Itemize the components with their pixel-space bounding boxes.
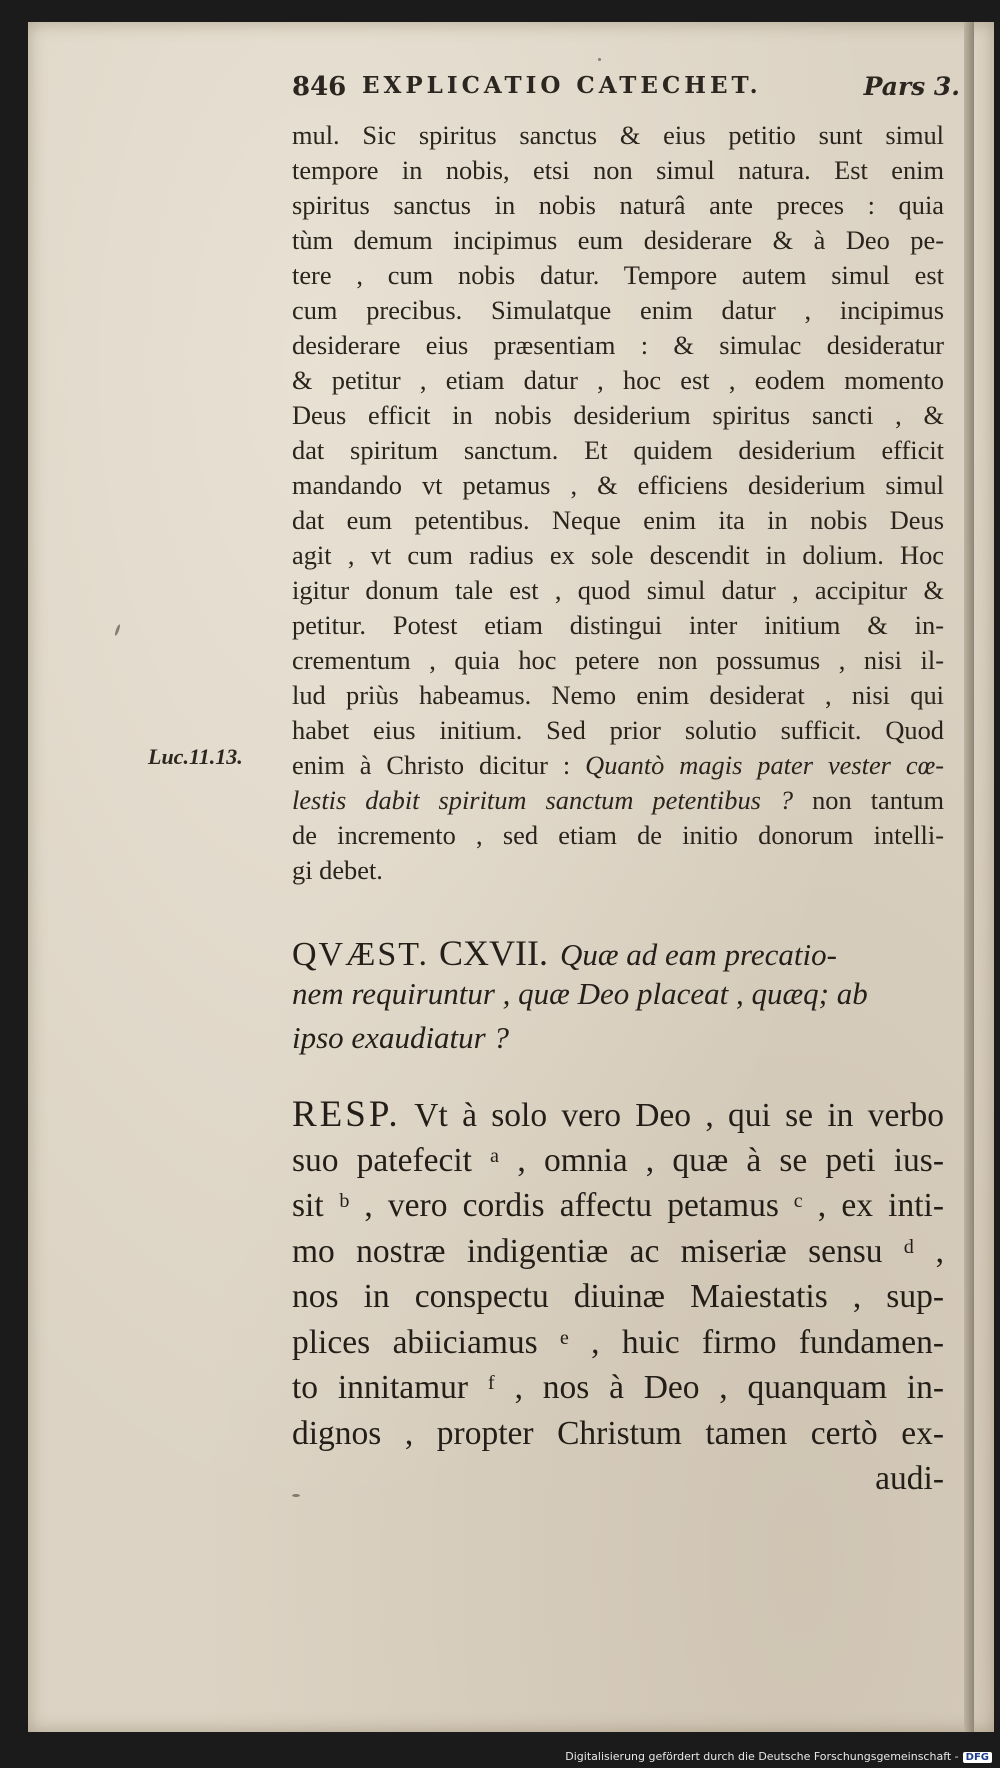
body-line: de incremento , sed etiam de initio donorum intelli- <box>292 820 944 850</box>
page-edge <box>964 22 974 1732</box>
margin-reference: Luc.11.13. <box>148 744 243 769</box>
body-text <box>292 118 944 888</box>
question-line-3: ipso exaudiatur ? <box>292 1020 509 1055</box>
body-line: crementum , quia hoc petere non possumus , nisi il- <box>292 645 944 675</box>
question-line-1 <box>292 932 944 976</box>
answer-line-1 <box>292 1092 944 1138</box>
answer-label: RESP. <box>292 1094 401 1135</box>
body-line: petitur. Potest etiam distingui inter initium & in- <box>292 610 944 640</box>
body-line: agit , vt cum radius ex sole descendit in dolium. Hoc <box>292 540 944 570</box>
page-number: 846 <box>292 72 347 102</box>
body-line: mul. Sic spiritus sanctus & eius petitio sunt simul <box>292 120 944 150</box>
answer-line: plices abiiciamus ᵉ , huic firmo fundamen- <box>292 1323 944 1361</box>
answer-line: mo nostræ indigentiæ ac miseriæ sensu ᵈ , <box>292 1232 944 1270</box>
digitization-credit <box>565 1750 992 1763</box>
body-line: tùm demum incipimus eum desiderare & à Deo pe- <box>292 225 944 255</box>
quote-italic: Quantò magis pater vester cœ- <box>585 750 945 780</box>
ink-speck <box>598 58 601 61</box>
body-line: dat eum petentibus. Neque enim ita in nobis Deus <box>292 505 944 535</box>
body-line: desiderare eius præsentiam : & simulac desideratur <box>292 330 944 360</box>
body-line: tere , cum nobis datur. Tempore autem simul est <box>292 260 944 290</box>
answer-line: nos in conspectu diuinæ Maiestatis , sup- <box>292 1278 944 1315</box>
credit-text: Digitalisierung gefördert durch die Deutsche Forschungsgemeinschaft - <box>565 1750 959 1763</box>
question-line-2: nem requiruntur , quæ Deo placeat , quæq; ab <box>292 976 868 1011</box>
catchword: audi- <box>875 1460 944 1497</box>
body-line: cum precibus. Simulatque enim datur , incipimus <box>292 295 944 325</box>
body-line: dat spiritum sanctum. Et quidem desiderium efficit <box>292 435 944 465</box>
question-text: Quæ ad eam precatio- <box>559 937 837 972</box>
body-line: habet eius initium. Sed prior solutio sufficit. Quod <box>292 715 944 745</box>
running-head-title: EXPLICATIO CATECHET. <box>362 72 762 99</box>
ink-speck <box>292 1494 300 1497</box>
dfg-logo: DFG <box>963 1752 992 1763</box>
quote-line-2 <box>292 783 944 818</box>
body-line: Deus efficit in nobis desiderium spiritus sancti , & <box>292 400 944 430</box>
body-line: gi debet. <box>292 855 383 885</box>
question-heading <box>292 932 944 1064</box>
question-number: CXVII. <box>439 933 548 973</box>
answer-line: dignos , propter Christum tamen certò ex- <box>292 1414 944 1452</box>
answer-line: to innitamur ᶠ , nos à Deo , quanquam in- <box>292 1369 944 1406</box>
body-line: mandando vt petamus , & efficiens desiderium simul <box>292 470 944 500</box>
body-line: tempore in nobis, etsi non simul natura. Est enim <box>292 155 944 185</box>
body-line: igitur donum tale est , quod simul datur , accipitur & <box>292 575 944 605</box>
answer-text: Vt à solo vero Deo , qui se in verbo <box>414 1097 944 1134</box>
body-line: lud priùs habeamus. Nemo enim desiderat , nisi qui <box>292 680 944 710</box>
answer-line: sit ᵇ , vero cordis affectu petamus ᶜ , ex inti- <box>292 1187 944 1224</box>
answer-block <box>292 1092 944 1502</box>
quote-italic-2: lestis dabit spiritum sanctum petentibus ? <box>292 785 794 815</box>
quote-intro: enim à Christo dicitur : <box>292 750 571 780</box>
running-head-part: Pars 3. <box>863 72 960 101</box>
quote-line <box>292 748 944 783</box>
body-line: spiritus sanctus in nobis naturâ ante preces : quia <box>292 190 944 220</box>
answer-line: suo patefecit ᵃ , omnia , quæ à se peti ius- <box>292 1141 944 1179</box>
quote-rest: non tantum <box>812 785 944 815</box>
running-head <box>292 72 960 112</box>
body-line: & petitur , etiam datur , hoc est , eodem momento <box>292 365 944 395</box>
question-label: QVÆST. <box>292 936 429 973</box>
